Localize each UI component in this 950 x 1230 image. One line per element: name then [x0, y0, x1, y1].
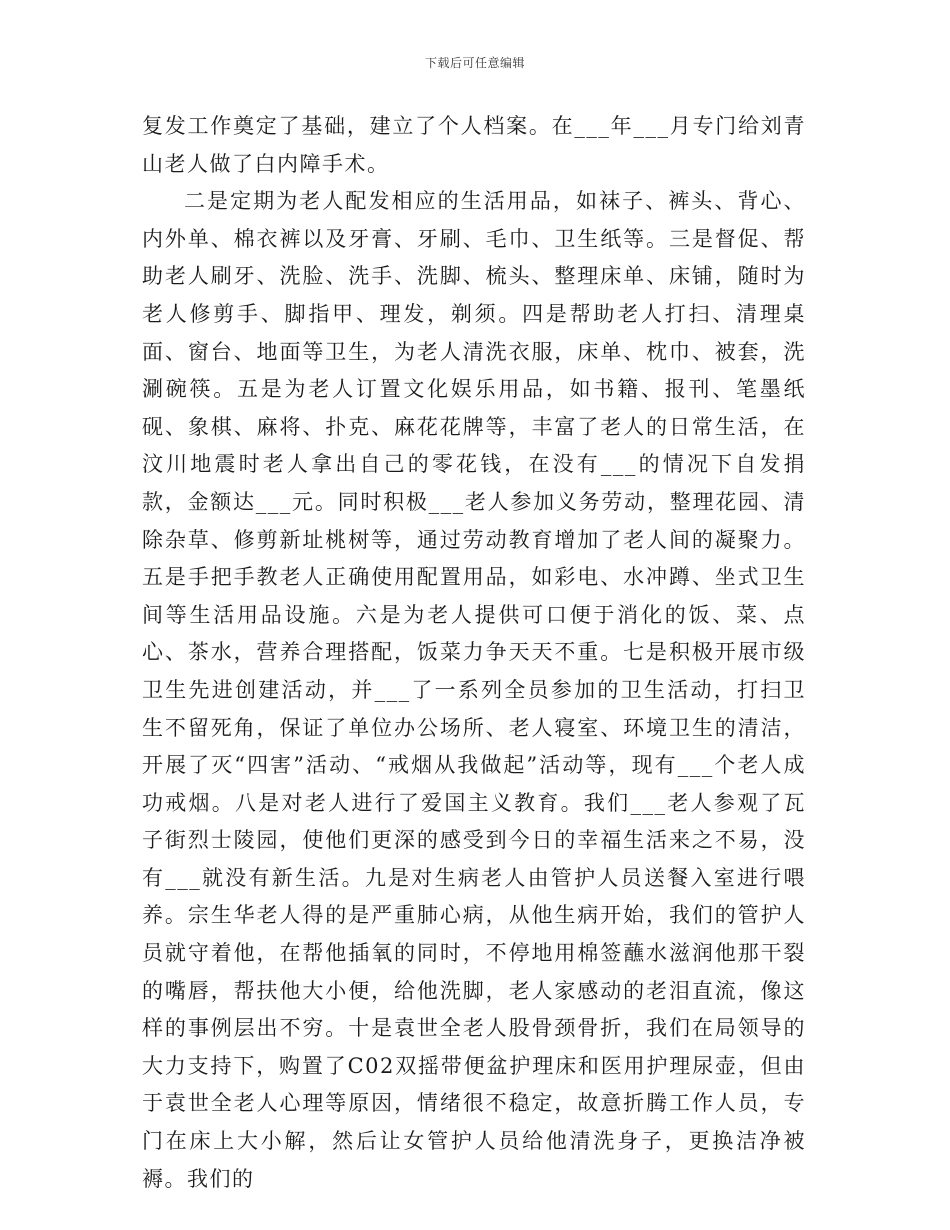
document-body: [142, 108, 806, 1198]
page-header: 下载后可任意编辑: [424, 56, 525, 70]
paragraph-1: 复发工作奠定了基础，建立了个人档案。在___年___月专门给刘青山老人做了白内障手术。: [142, 114, 806, 176]
paragraph-2: 二是定期为老人配发相应的生活用品，如袜子、裤头、背心、内外单、棉衣裤以及牙膏、牙刷、毛巾、卫生纸等。三是督促、帮助老人刷牙、洗脸、洗手、洗脚、梳头、整理床单、床铺，随时为老人修剪手、脚指甲、理发，剃须。四是帮助老人打扫、清理桌面、窗台、地面等卫生，为老人清洗衣服，床单、枕巾、被套，洗涮碗筷。五是为老人订置文化娱乐用品，如书籍、报刊、笔墨纸砚、象棋、麻将、扑克、麻花花牌等，丰富了老人的日常生活，在汶川地震时老人拿出自己的零花钱，在没有___的情况下自发捐款，金额达___元。同时积极___老人参加义务劳动，整理花园、清除杂草、修剪新址桃树等，通过劳动教育增加了老人间的凝聚力。五是手把手教老人正确使用配置用品，如彩电、水冲蹲、坐式卫生间等生活用品设施。六是为老人提供可口便于消化的饭、菜、点心、茶水，营养合理搭配，饭菜力争天天不重。七是积极开展市级卫生先进创建活动，并___了一系列全员参加的卫生活动，打扫卫生不留死角，保证了单位办公场所、老人寝室、环境卫生的清洁，开展了灭“四害”活动、“戒烟从我做起”活动等，现有___个老人成功戒烟。八是对老人进行了爱国主义教育。我们___老人参观了瓦子街烈士陵园，使他们更深的感受到今日的幸福生活来之不易，没有___就没有新生活。九是对生病老人由管护人员送餐入室进行喂养。宗生华老人得的是严重肺心病，从他生病开始，我们的管护人员就守着他，在帮他插氧的同时，不停地用棉签蘸水滋润他那干裂的嘴唇，帮扶他大小便，给他洗脚，老人家感动的老泪直流，像这样的事例层出不穷。十是袁世全老人股骨颈骨折，我们在局领导的大力支持下，购置了C02双摇带便盆护理床和医用护理尿壶，但由于袁世全老人心理等原因，情绪很不稳定，故意折腾工作人员，专门在床上大小解，然后让女管护人员给他清洗身子，更换洁净被褥。我们的: [142, 189, 806, 1191]
